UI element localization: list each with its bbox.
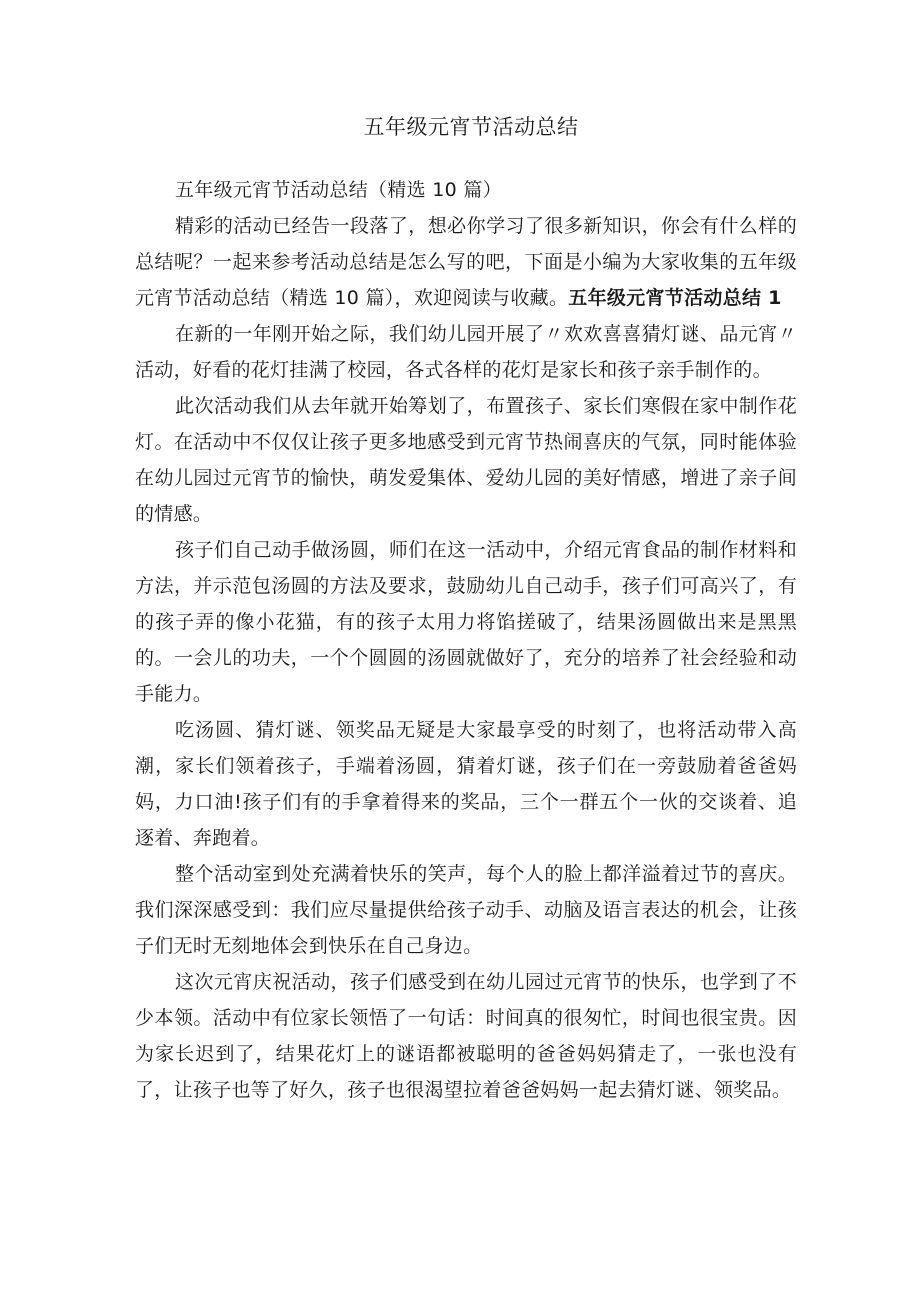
intro-text: 精彩的活动已经告一段落了，想必你学习了很多新知识，你会有什么样的总结呢？一起来参考活动总结是怎么写的吧，下面是小编为大家收集的五年级元宵节活动总结（精选 10 篇），欢迎阅读与收藏。 xyxy=(135,215,797,309)
section-heading: 五年级元宵节活动总结 1 xyxy=(568,287,782,309)
body-paragraph-2: 此次活动我们从去年就开始筹划了，布置孩子、家长们寒假在家中制作花灯。在活动中不仅仅让孩子更多地感受到元宵节热闹喜庆的气氛，同时能体验在幼儿园过元宵节的愉快，萌发爱集体、爱幼儿园的美好情感，增进了亲子间的情感。 xyxy=(135,395,797,525)
document-title: 五年级元宵节活动总结 xyxy=(363,115,579,139)
body-paragraph-5: 整个活动室到处充满着快乐的笑声，每个人的脸上都洋溢着过节的喜庆。我们深深感受到：我们应尽量提供给孩子动手、动脑及语言表达的机会，让孩子们无时无刻地体会到快乐在自己身边。 xyxy=(135,863,797,957)
intro-paragraph xyxy=(135,208,797,316)
document-subtitle: 五年级元宵节活动总结（精选 10 篇） xyxy=(175,179,502,201)
body-paragraph-3: 孩子们自己动手做汤圆，师们在这一活动中，介绍元宵食品的制作材料和方法，并示范包汤圆的方法及要求，鼓励幼儿自己动手，孩子们可高兴了，有的孩子弄的像小花猫，有的孩子太用力将馅搓破了，结果汤圆做出来是黑黑的。一会儿的功夫，一个个圆圆的汤圆就做好了，充分的培养了社会经验和动手能力。 xyxy=(135,539,797,705)
body-paragraph-4: 吃汤圆、猜灯谜、领奖品无疑是大家最享受的时刻了，也将活动带入高潮，家长们领着孩子，手端着汤圆，猜着灯谜，孩子们在一旁鼓励着爸爸妈妈，力口油!孩子们有的手拿着得来的奖品，三个一群五个一伙的交谈着、追逐着、奔跑着。 xyxy=(135,719,797,849)
body-paragraph-6: 这次元宵庆祝活动，孩子们感受到在幼儿园过元宵节的快乐，也学到了不少本领。活动中有位家长领悟了一句话：时间真的很匆忙，时间也很宝贵。因为家长迟到了，结果花灯上的谜语都被聪明的爸爸妈妈猜走了，一张也没有了，让孩子也等了好久，孩子也很渴望拉着爸爸妈妈一起去猜灯谜、领奖品。 xyxy=(135,971,797,1101)
body-paragraph-1: 在新的一年刚开始之际，我们幼儿园开展了〃欢欢喜喜猜灯谜、品元宵〃活动，好看的花灯挂满了校园，各式各样的花灯是家长和孩子亲手制作的。 xyxy=(135,323,797,381)
